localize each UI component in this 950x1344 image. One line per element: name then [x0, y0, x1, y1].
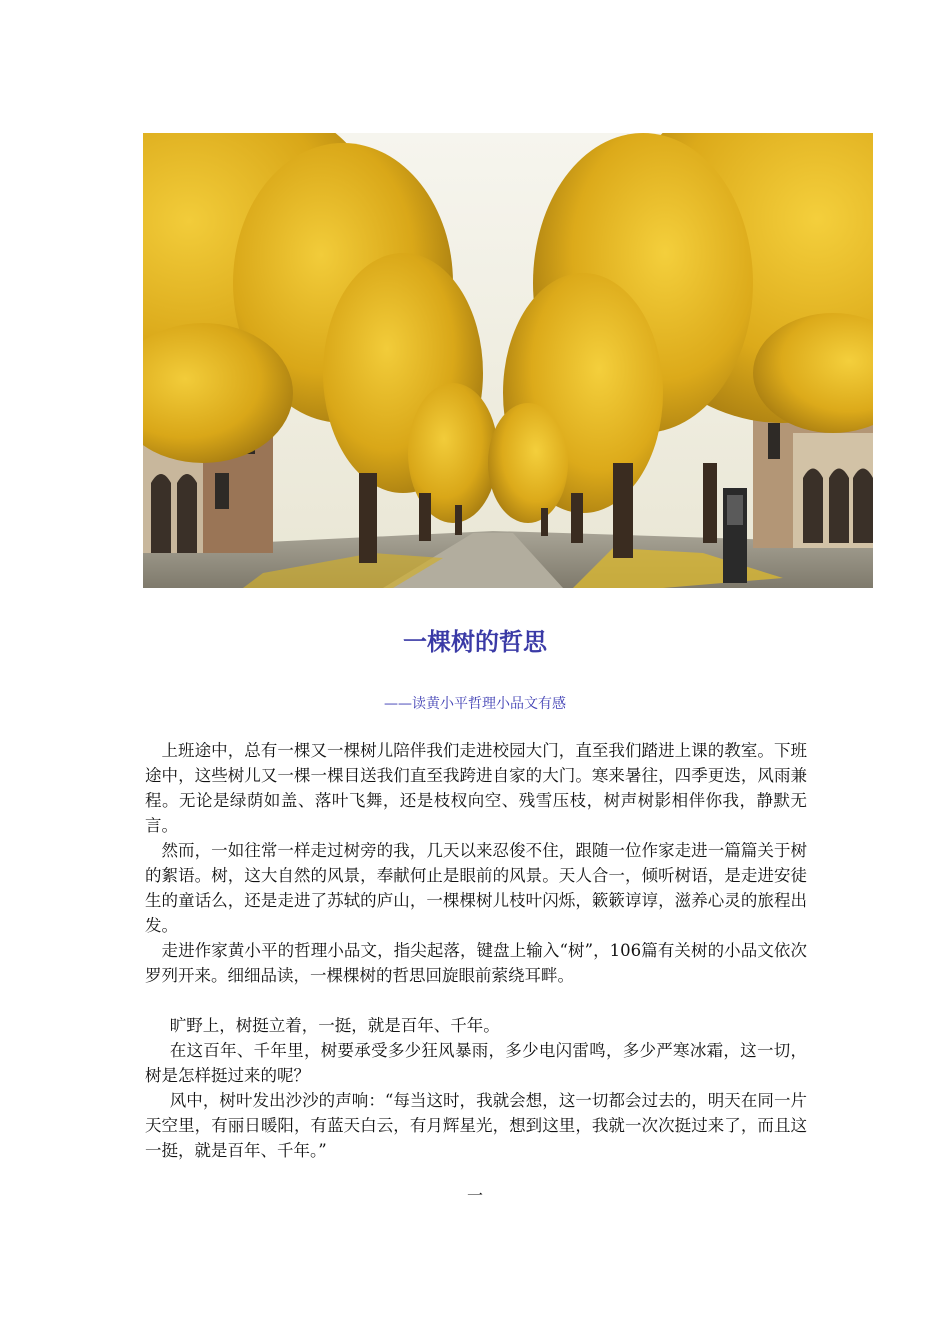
paragraph: 在这百年、千年里，树要承受多少狂风暴雨，多少电闪雷鸣，多少严寒冰霜，这一切，树是怎样挺过来的呢？: [145, 1041, 807, 1085]
paragraph: 风中，树叶发出沙沙的声响：“每当这时，我就会想，这一切都会过去的，明天在同一片天空里，有丽日暖阳，有蓝天白云，有月辉星光，想到这里，我就一次次挺过来了，而且这一挺，就是百年、千年。”: [145, 1091, 807, 1160]
paragraph: 上班途中，总有一棵又一棵树儿陪伴我们走进校园大门，直至我们踏进上课的教室。下班途中，这些树儿又一棵一棵目送我们直至我跨进自家的大门。寒来暑往，四季更迭，风雨兼程。无论是绿荫如盖、落叶飞舞，还是枝杈向空、残雪压枝，树声树影相伴你我，静默无言。: [145, 741, 807, 835]
paragraph: 旷野上，树挺立着，一挺，就是百年、千年。: [169, 1016, 500, 1035]
ginkgo-avenue-photo: [143, 133, 873, 588]
article-body: [145, 738, 807, 1163]
article-subtitle: ——读黄小平哲理小品文有感: [384, 696, 566, 712]
paragraph: 然而，一如往常一样走过树旁的我，几天以来忍俊不住，跟随一位作家走进一篇篇关于树的絮语。树，这大自然的风景，奉献何止是眼前的风景。天人合一，倾听树语，是走进安徒生的童话么，还是走进了苏轼的庐山，一棵棵树儿枝叶闪烁，簌簌谆谆，滋养心灵的旅程出发。: [145, 841, 807, 935]
paragraph: 走进作家黄小平的哲理小品文，指尖起落，键盘上输入“树”，106篇有关树的小品文依次罗列开来。细细品读，一棵棵树的哲思回旋眼前萦绕耳畔。: [145, 941, 807, 985]
page-number: 一: [466, 1186, 483, 1205]
paragraph-gap: [145, 988, 807, 1013]
article-title: 一棵树的哲思: [403, 628, 547, 656]
